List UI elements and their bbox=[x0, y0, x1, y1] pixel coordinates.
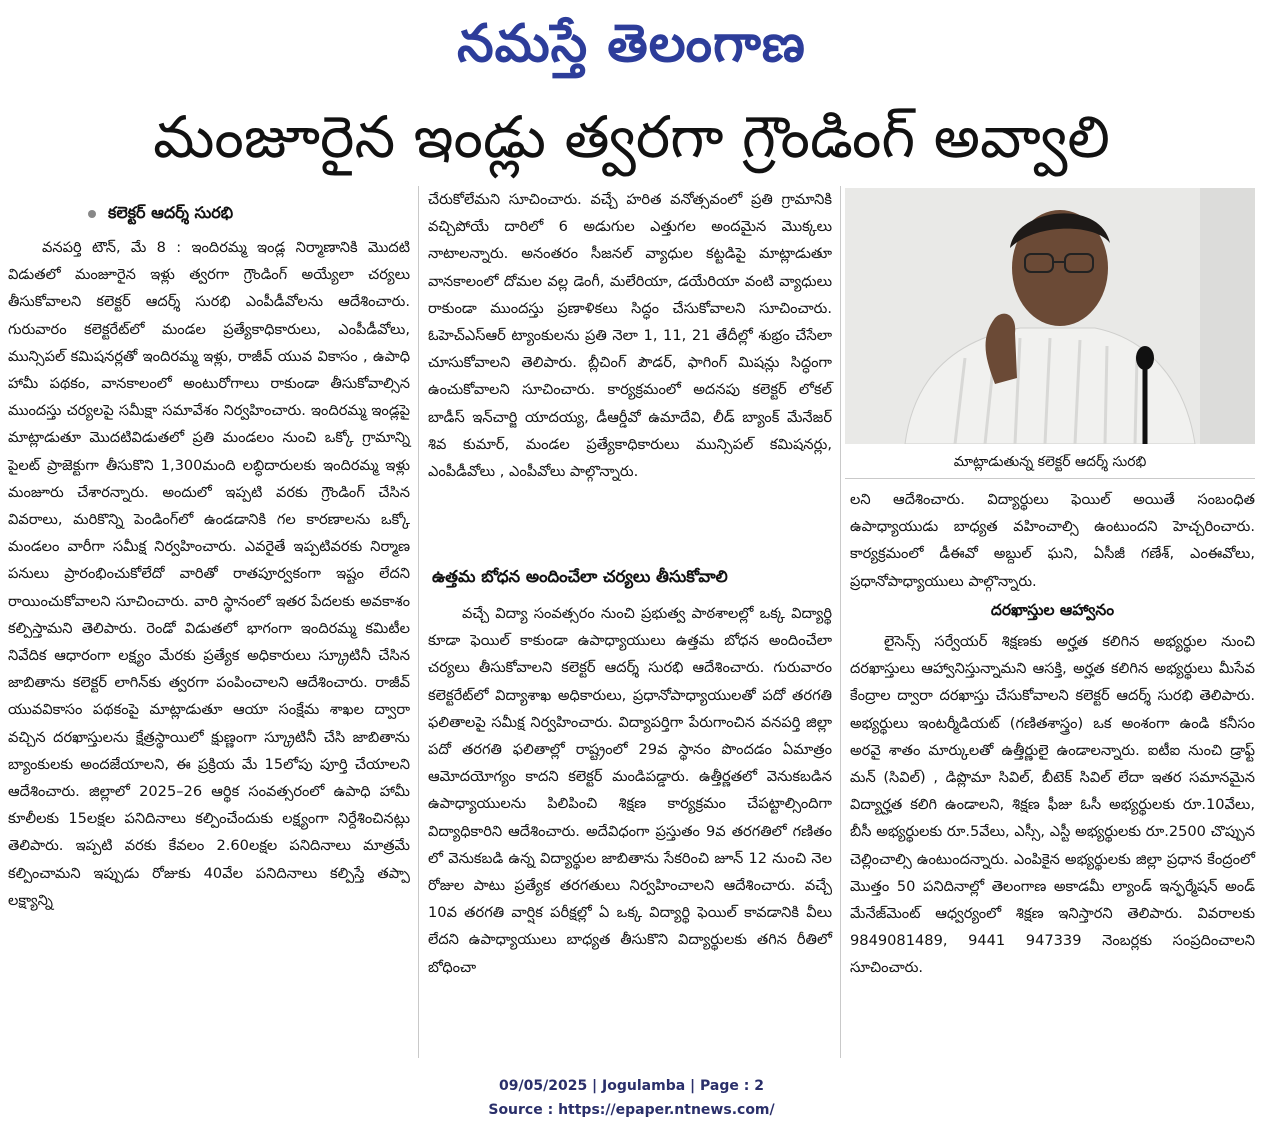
page-footer bbox=[0, 1074, 1263, 1122]
photo-caption: మాట్లాడుతున్న కలెక్టర్ ఆదర్శ్ సురభి bbox=[845, 446, 1255, 479]
column-2-body: చేరుకోలేమని సూచించారు. వచ్చే హరిత వనోత్సవంలో ప్రతి గ్రామానికి వచ్చిపోయే దారిలో 6 అడుగుల ఎత్తుగల అందమైన మొక్కలు నాటాలన్నారు. అనంతరం సీజనల్ వ్యాధుల కట్టడిపై మాట్లాడుతూ వానకాలంలో దోమల వల్ల డెంగీ, మలేరియా, డయేరియా వంటి వ్యాధులు రాకుండా ముందస్తు ప్రణాళికలు సిద్ధం చేసుకోవాలని సూచించారు. ఓహెచ్ఎస్ఆర్ ట్యాంకులను ప్రతి నెలా 1, 11, 21 తేదీల్లో శుభ్రం చేసేలా చూసుకోవాలని తెలిపారు. బ్లీచింగ్ పౌడర్, ఫాగింగ్ మిషన్లు సిద్ధంగా ఉంచుకోవాలని సూచించారు. కార్యక్రమంలో అదనపు కలెక్టర్ లోకల్ బాడీస్ ఇన్‌చార్జి యాదయ్య, డీఆర్డీవో ఉమాదేవి, లీడ్ బ్యాంక్ మేనేజర్ శివ కుమార్, మండల ప్రత్యేకాధికారులు మున్సిపల్ కమిషనర్లు, ఎంపీడీవోలు , ఎంపీవోలు పాల్గొన్నారు. bbox=[428, 191, 832, 481]
column-2-subheading: ఉత్తమ బోధన అందించేలా చర్యలు తీసుకోవాలి bbox=[432, 567, 728, 586]
article-column-1 bbox=[8, 234, 410, 914]
column-3-section-body: లైసెన్స్ సర్వేయర్ శిక్షణకు అర్హత కలిగిన అభ్యర్థుల నుంచి దరఖాస్తులు ఆహ్వానిస్తున్నామని ఆసక్తి, అర్హత కలిగిన అభ్యర్థులు మీసేవ కేంద్రాల ద్వారా దరఖాస్తు చేసుకోవాలని కలెక్టర్ ఆదర్శ్ సురభి తెలిపారు. అభ్యర్థులు ఇంటర్మీడియట్ (గణితశాస్త్రం) ఒక అంశంగా ఉండి కనీసం అరవై శాతం మార్కులతో ఉత్తీర్ణులై ఉండాలన్నారు. ఐటీఐ నుంచి డ్రాఫ్ట్ మన్ (సివిల్) , డిప్లొమా సివిల్, బీటెక్ సివిల్ లేదా ఇతర సమానమైన విద్యార్హత కలిగి ఉండాలని, శిక్షణ ఫీజు ఓసీ అభ్యర్థులకు రూ.10వేలు, బీసీ అభ్యర్థులకు రూ.5వేలు, ఎస్సీ, ఎస్టీ అభ్యర్థులకు రూ.2500 చొప్పున చెల్లించాల్సి ఉంటుందన్నారు. ఎంపికైన అభ్యర్థులకు జిల్లా ప్రధాన కేంద్రంలో మొత్తం 50 పనిదినాల్లో తెలంగాణ అకాడమీ ల్యాండ్ ఇన్ఫర్మేషన్ అండ్ మేనేజ్‌మెంట్ ఆధ్వర్యంలో శిక్షణ ఇనిస్తారని తెలిపారు. వివరాలకు 9849081489, 9441 947339 నెంబర్లకు సంప్రదించాలని సూచించారు. bbox=[850, 633, 1255, 977]
photo-illustration bbox=[845, 188, 1255, 444]
newspaper-masthead bbox=[0, 6, 1263, 82]
column-1-body: వనపర్తి టౌన్, మే 8 : ఇందిరమ్మ ఇండ్ల నిర్మాణానికి మొదటి విడుతలో మంజూరైన ఇళ్లు త్వరగా గ్రౌండింగ్ అయ్యేలా చర్యలు తీసుకోవాలని కలెక్టర్ ఆదర్శ్ సురభి ఎంపీడీవోలను ఆదేశించారు. గురువారం కలెక్టరేట్‌లో మండల ప్రత్యేకాధికారులు, ఎంపీడీవోలు, మున్సిపల్ కమిషనర్లతో ఇందిరమ్మ ఇళ్లు, రాజీవ్ యువ వికాసం , ఉపాధి హామీ పథకం, వానకాలంలో అంటురోగాలు రాకుండా తీసుకోవాల్సిన ముందస్తు చర్యలపై సమీక్షా సమావేశం నిర్వహించారు. ఇందిరమ్మ ఇండ్లపై మాట్లాడుతూ మొదటివిడుతలో ప్రతి మండలం నుంచి ఒక్కో గ్రామాన్ని పైలట్ ప్రాజెక్టుగా తీసుకొని 1,300మంది లబ్ధిదారులకు ఇందిరమ్మ ఇళ్లు మంజూరు చేశారన్నారు. అందులో ఇప్పటి వరకు గ్రౌండింగ్ చేసిన వివరాలు, మరికొన్ని పెండింగ్‌లో ఉండడానికి గల కారణాలను ఒక్కో మండలం వారీగా సమీక్ష నిర్వహించారు. ఎవరైతే ఇప్పటివరకు నిర్మాణ పనులు ప్రారంభించుకోలేదో వారితో రాతపూర్వకంగా ఇష్టం లేదని రాయించుకోవాలని సూచించారు. వారి స్థానంలో ఇతర పేదలకు అవకాశం కల్పిస్తామని తెలిపారు. రెండో విడుతలో భాగంగా ఇందిరమ్మ కమిటీల నివేదిక ఆధారంగా లక్ష్యం మేరకు ప్రత్యేక అధికారులు స్క్రూటినీ చేసిన జాబితాను కలెక్టర్ లాగిన్‌కు త్వరగా పంపించాలని ఆదేశించారు. రాజీవ్ యువవికాసం పథకంపై మాట్లాడుతూ ఆయా సంక్షేమ శాఖల ద్వారా వచ్చిన దరఖాస్తులను క్షేత్రస్థాయిలో క్షుణ్ణంగా స్క్రూటినీ చేసి జాబితాను బ్యాంకులకు అందజేయాలని, ఈ ప్రక్రియ మే 15లోపు పూర్తి చేయాలని ఆదేశించారు. జిల్లాలో 2025–26 ఆర్థిక సంవత్సరంలో ఉపాధి హామీ కూలీలకు 15లక్షల పనిదినాలు కల్పించేందుకు లక్ష్యంగా నిర్దేశించినట్లు తెలిపారు. ఇప్పటి వరకు కేవలం 2.60లక్షల పనిదినాలు మాత్రమే కల్పించామని ఇప్పుడు రోజుకు 40వేల పనిదినాలు కల్పిస్తే తప్పా లక్ష్యాన్ని bbox=[8, 239, 410, 909]
bullet-icon bbox=[88, 210, 96, 218]
article-column-3 bbox=[850, 486, 1255, 595]
article-column-3-section bbox=[850, 628, 1255, 982]
footer-source-link[interactable]: Source : https://epaper.ntnews.com/ bbox=[488, 1102, 775, 1118]
byline-text: కలెక్టర్ ఆదర్శ్ సురభి bbox=[108, 203, 234, 222]
column-divider bbox=[840, 186, 841, 1058]
article-column-2 bbox=[428, 186, 832, 485]
column-3-body: లని ఆదేశించారు. విద్యార్థులు ఫెయిల్ అయితే సంబంధిత ఉపాధ్యాయుడు బాధ్యత వహించాల్సి ఉంటుందని హెచ్చరించారు. కార్యక్రమంలో డీఈవో అబ్దుల్ ఘని, ఏసీజీ గణేశ్, ఎంఈవోలు, ప్రధానోపాధ్యాయులు పాల్గొన్నారు. bbox=[850, 491, 1255, 590]
footer-edition-info: 09/05/2025 | Jogulamba | Page : 2 bbox=[499, 1078, 764, 1094]
column-3-subheading: దరఖాస్తుల ఆహ్వానం bbox=[990, 601, 1115, 619]
byline bbox=[88, 203, 233, 226]
article-headline: మంజూరైన ఇండ్లు త్వరగా గ్రౌండింగ్ అవ్వాలి bbox=[153, 103, 1110, 171]
collector-photo bbox=[845, 188, 1255, 444]
masthead-title: నమస్తే తెలంగాణ bbox=[457, 13, 806, 74]
column-divider bbox=[418, 186, 419, 1058]
article-column-2-section bbox=[428, 600, 832, 981]
column-2-section-body: వచ్చే విద్యా సంవత్సరం నుంచి ప్రభుత్వ పాఠశాలల్లో ఒక్క విద్యార్థి కూడా ఫెయిల్ కాకుండా ఉపాధ్యాయులు ఉత్తమ బోధన అందించేలా చర్యలు తీసుకోవాలని కలెక్టర్ ఆదర్శ్ సురభి ఆదేశించారు. గురువారం కలెక్టరేట్‌లో విద్యాశాఖ అధికారులు, ప్రధానోపాధ్యాయులతో పదో తరగతి ఫలితాలపై సమీక్ష నిర్వహించారు. విద్యాపర్తిగా పేరుగాంచిన వనపర్తి జిల్లా పదో తరగతి ఫలితాల్లో రాష్ట్రంలో 29వ స్థానం పొందడం ఏమాత్రం ఆమోదయోగ్యం కాదని కలెక్టర్ మండిపడ్డారు. ఉత్తీర్ణతలో వెనుకబడిన ఉపాధ్యాయులను పిలిపించి శిక్షణ కార్యక్రమం చేపట్టాల్సిందిగా విద్యాధికారిని ఆదేశించారు. అదేవిధంగా ప్రస్తుతం 9వ తరగతిలో గణితం లో వెనుకబడి ఉన్న విద్యార్థుల జాబితాను సేకరించి జూన్ 12 నుంచి నెల రోజుల పాటు ప్రత్యేక తరగతులు నిర్వహించాలని ఆదేశించారు. వచ్చే 10వ తరగతి వార్షిక పరీక్షల్లో ఏ ఒక్క విద్యార్థి ఫెయిల్ కావడానికి వీలు లేదని ఉపాధ్యాయులు బాధ్యత తీసుకొని విద్యార్థులకు తగిన రీతిలో బోధించా bbox=[428, 605, 832, 976]
